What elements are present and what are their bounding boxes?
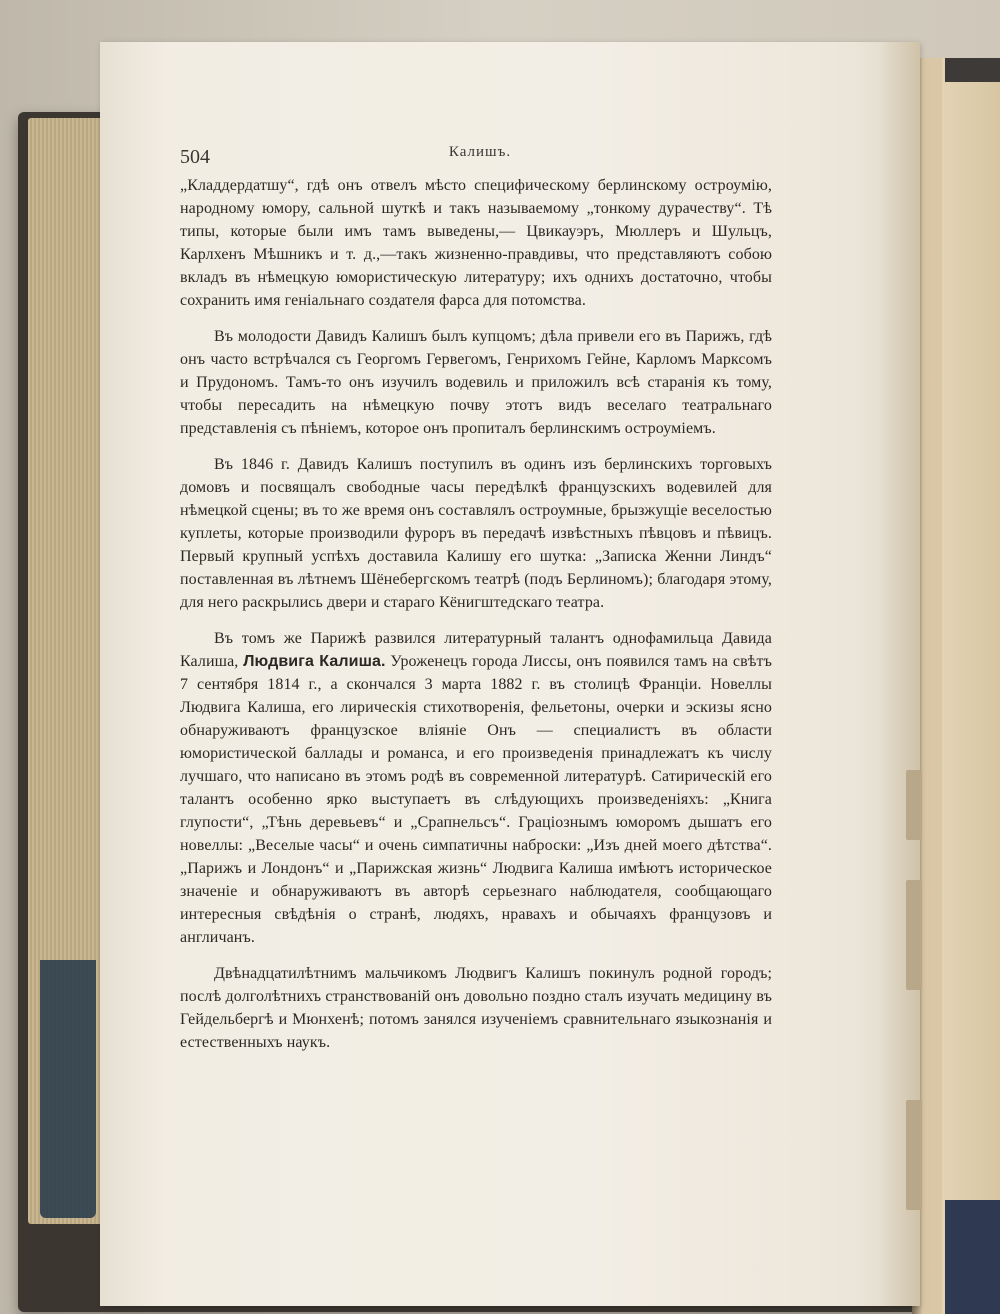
- right-cover-bottom-strip: [945, 1200, 1000, 1314]
- bold-name: Людвига Калиша.: [243, 653, 386, 670]
- paragraph: [180, 174, 772, 312]
- spine-fabric-tab: [906, 1100, 922, 1210]
- paragraph: [180, 627, 772, 949]
- page-number: 504: [180, 146, 210, 168]
- page-header: [180, 144, 780, 172]
- paragraph-text: Двѣнадцатилѣтнимъ мальчикомъ Людвигъ Калишъ покинулъ родной городъ; послѣ долголѣтнихъ странствованій онъ довольно поздно сталъ изучать медицину въ Гейдельбергѣ и Мюнхенѣ; потомъ занялся изученіемъ сравнительнаго языкознанія и естественныхъ наукъ.: [180, 965, 772, 1051]
- paragraph: [180, 453, 772, 614]
- paragraph-text: Въ 1846 г. Давидъ Калишъ поступилъ въ одинъ изъ берлинскихъ торговыхъ домовъ и посвящалъ свободные часы передѣлкѣ французскихъ водевилей для нѣмецкой сцены; въ то же время онъ составлялъ остроумные, брызжущіе веселостью куплеты, которые производили фуроръ въ передачѣ извѣстныхъ пѣвцовъ и пѣвицъ. Первый крупный успѣхъ доставила Калишу его шутка: „Записка Женни Линдъ“ поставленная въ лѣтнемъ Шёнебергскомъ театрѣ (подъ Берлиномъ); благодаря этому, для него раскрылись двери и стараго Кёнигштедскаго театра.: [180, 456, 772, 611]
- paragraph: [180, 325, 772, 440]
- right-cover-board: [912, 58, 1000, 1314]
- paragraph: [180, 962, 772, 1054]
- page-text: [180, 174, 772, 1067]
- paragraph-text: Въ молодости Давидъ Калишъ былъ купцомъ; дѣла привели его въ Парижъ, гдѣ онъ часто встрѣчался съ Георгомъ Гервегомъ, Генрихомъ Гейне, Карломъ Марксомъ и Прудономъ. Тамъ-то онъ изучилъ водевиль и приложилъ всѣ старанія къ тому, чтобы пересадить на нѣмецкую почву этотъ видъ веселаго театральнаго представленія съ пѣніемъ, которое онъ пропиталъ берлинскимъ остроуміемъ.: [180, 328, 772, 437]
- right-cover-top-strip: [945, 58, 1000, 82]
- spine-fabric-tab: [906, 770, 922, 840]
- left-binding-cloth: [40, 960, 96, 1218]
- paragraph-text: „Кладдердатшу“, гдѣ онъ отвелъ мѣсто специфическому берлинскому остроумію, народному юмору, сальной шуткѣ и такъ называемому „тонкому дурачеству“. Тѣ типы, которые были имъ тамъ выведены,— Цвикауэръ, Мюллеръ и Шульцъ, Карлхенъ Мѣшникъ и т. д.,—такъ жизненно-правдивы, что представляютъ собою вкладъ въ нѣмецкую юмористическую литературу; ихъ однихъ достаточно, чтобы сохранить имя геніальнаго создателя фарса для потомства.: [180, 177, 772, 309]
- paragraph-text: Въ томъ же Парижѣ развился литературный талантъ однофамильца Давида Калиша,: [180, 630, 772, 670]
- spine-fabric-tab: [906, 880, 922, 990]
- running-title: Калишъ.: [448, 144, 512, 160]
- paragraph-text: Уроженецъ города Лиссы, онъ появился тамъ на свѣтъ 7 сентября 1814 г., а скончался 3 марта 1882 г. въ столицѣ Франціи. Новеллы Людвига Калиша, его лирическія стихотворенія, фельетоны, очерки и эскизы ясно обнаруживаютъ французское вліяніе Онъ — специалистъ въ области юмористической баллады и романса, и его произведенія принадлежатъ къ числу лучшаго, что написано въ этомъ родѣ въ современной литературѣ. Сатирическій его талантъ особенно ярко выступаетъ въ слѣдующихъ произведеніяхъ: „Книга глупости“, „Тѣнь деревьевъ“ и „Срапнельсъ“. Граціознымъ юморомъ дышатъ его новеллы: „Веселые часы“ и очень симпатичны наброски: „Изъ дней моего дѣтства“. „Парижъ и Лондонъ“ и „Парижская жизнь“ Людвига Калиша имѣютъ историческое значеніе и обнаруживаютъ въ авторѣ серьезнаго наблюдателя, сообщающаго интересныя свѣдѣнія о странѣ, людяхъ, нравахъ и обычаяхъ французовъ и англичанъ.: [180, 653, 772, 946]
